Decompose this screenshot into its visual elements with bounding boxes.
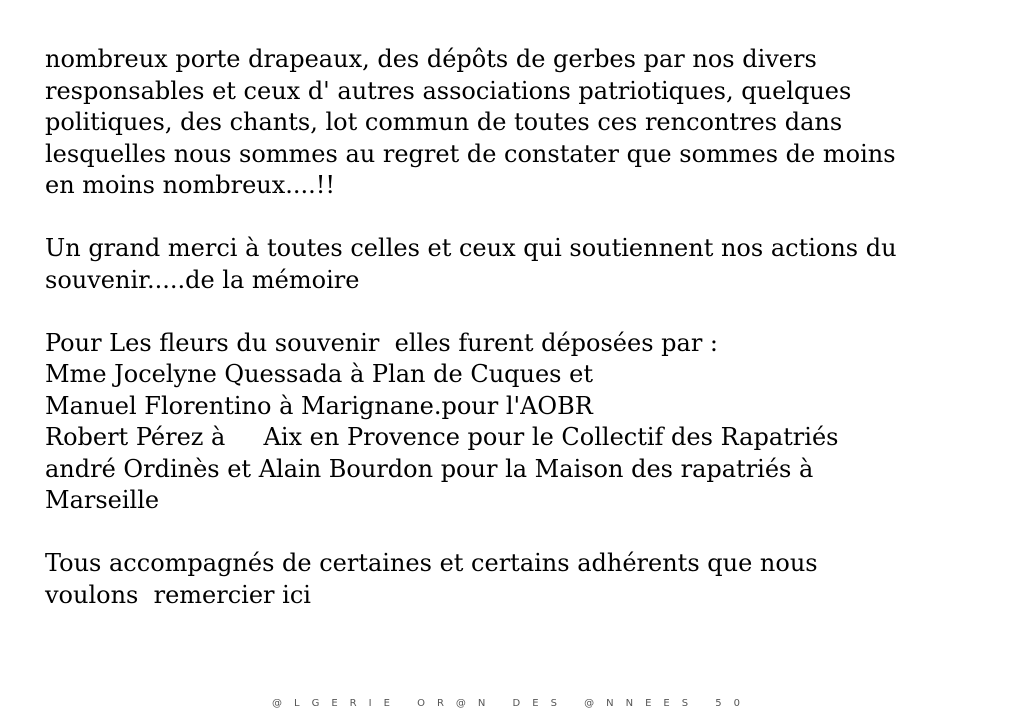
- text-line: Marseille: [45, 486, 160, 514]
- text-line: nombreux porte drapeaux, des dépôts de gerbes par nos divers: [45, 45, 817, 73]
- text-line: voulons remercier ici: [45, 580, 311, 609]
- text-line: Pour Les fleurs du souvenir elles furent déposées par :: [45, 328, 719, 357]
- text-line: politiques, des chants, lot commun de toutes ces rencontres dans: [45, 108, 843, 136]
- paragraph-spacer: [45, 517, 995, 549]
- paragraph-2: [45, 233, 995, 296]
- text-line: responsables et ceux d' autres associations patriotiques, quelques: [45, 76, 852, 105]
- text-line: Tous accompagnés de certaines et certains adhérents que nous: [45, 549, 818, 577]
- text-line: Un grand merci à toutes celles et ceux qui soutiennent nos actions du: [45, 234, 897, 262]
- text-line: Robert Pérez à Aix en Provence pour le Collectif des Rapatriés: [45, 423, 839, 451]
- paragraph-1: [45, 44, 995, 202]
- text-line: andré Ordinès et Alain Bourdon pour la Maison des rapatriés à: [45, 454, 814, 483]
- paragraph-3: [45, 328, 995, 517]
- page-footer: @LGERIE OR@N DES @NNEES 50: [272, 698, 752, 709]
- text-line: Manuel Florentino à Marignane.pour l'AOBR: [45, 391, 593, 420]
- paragraph-spacer: [45, 296, 995, 328]
- paragraph-4: [45, 548, 995, 611]
- text-line: en moins nombreux....!!: [45, 171, 336, 199]
- paragraph-spacer: [45, 202, 995, 234]
- text-line: Mme Jocelyne Quessada à Plan de Cuques et: [45, 360, 593, 388]
- text-line: souvenir.....de la mémoire: [45, 265, 360, 294]
- text-line: lesquelles nous sommes au regret de constater que sommes de moins: [45, 139, 896, 168]
- document-body: [45, 44, 995, 611]
